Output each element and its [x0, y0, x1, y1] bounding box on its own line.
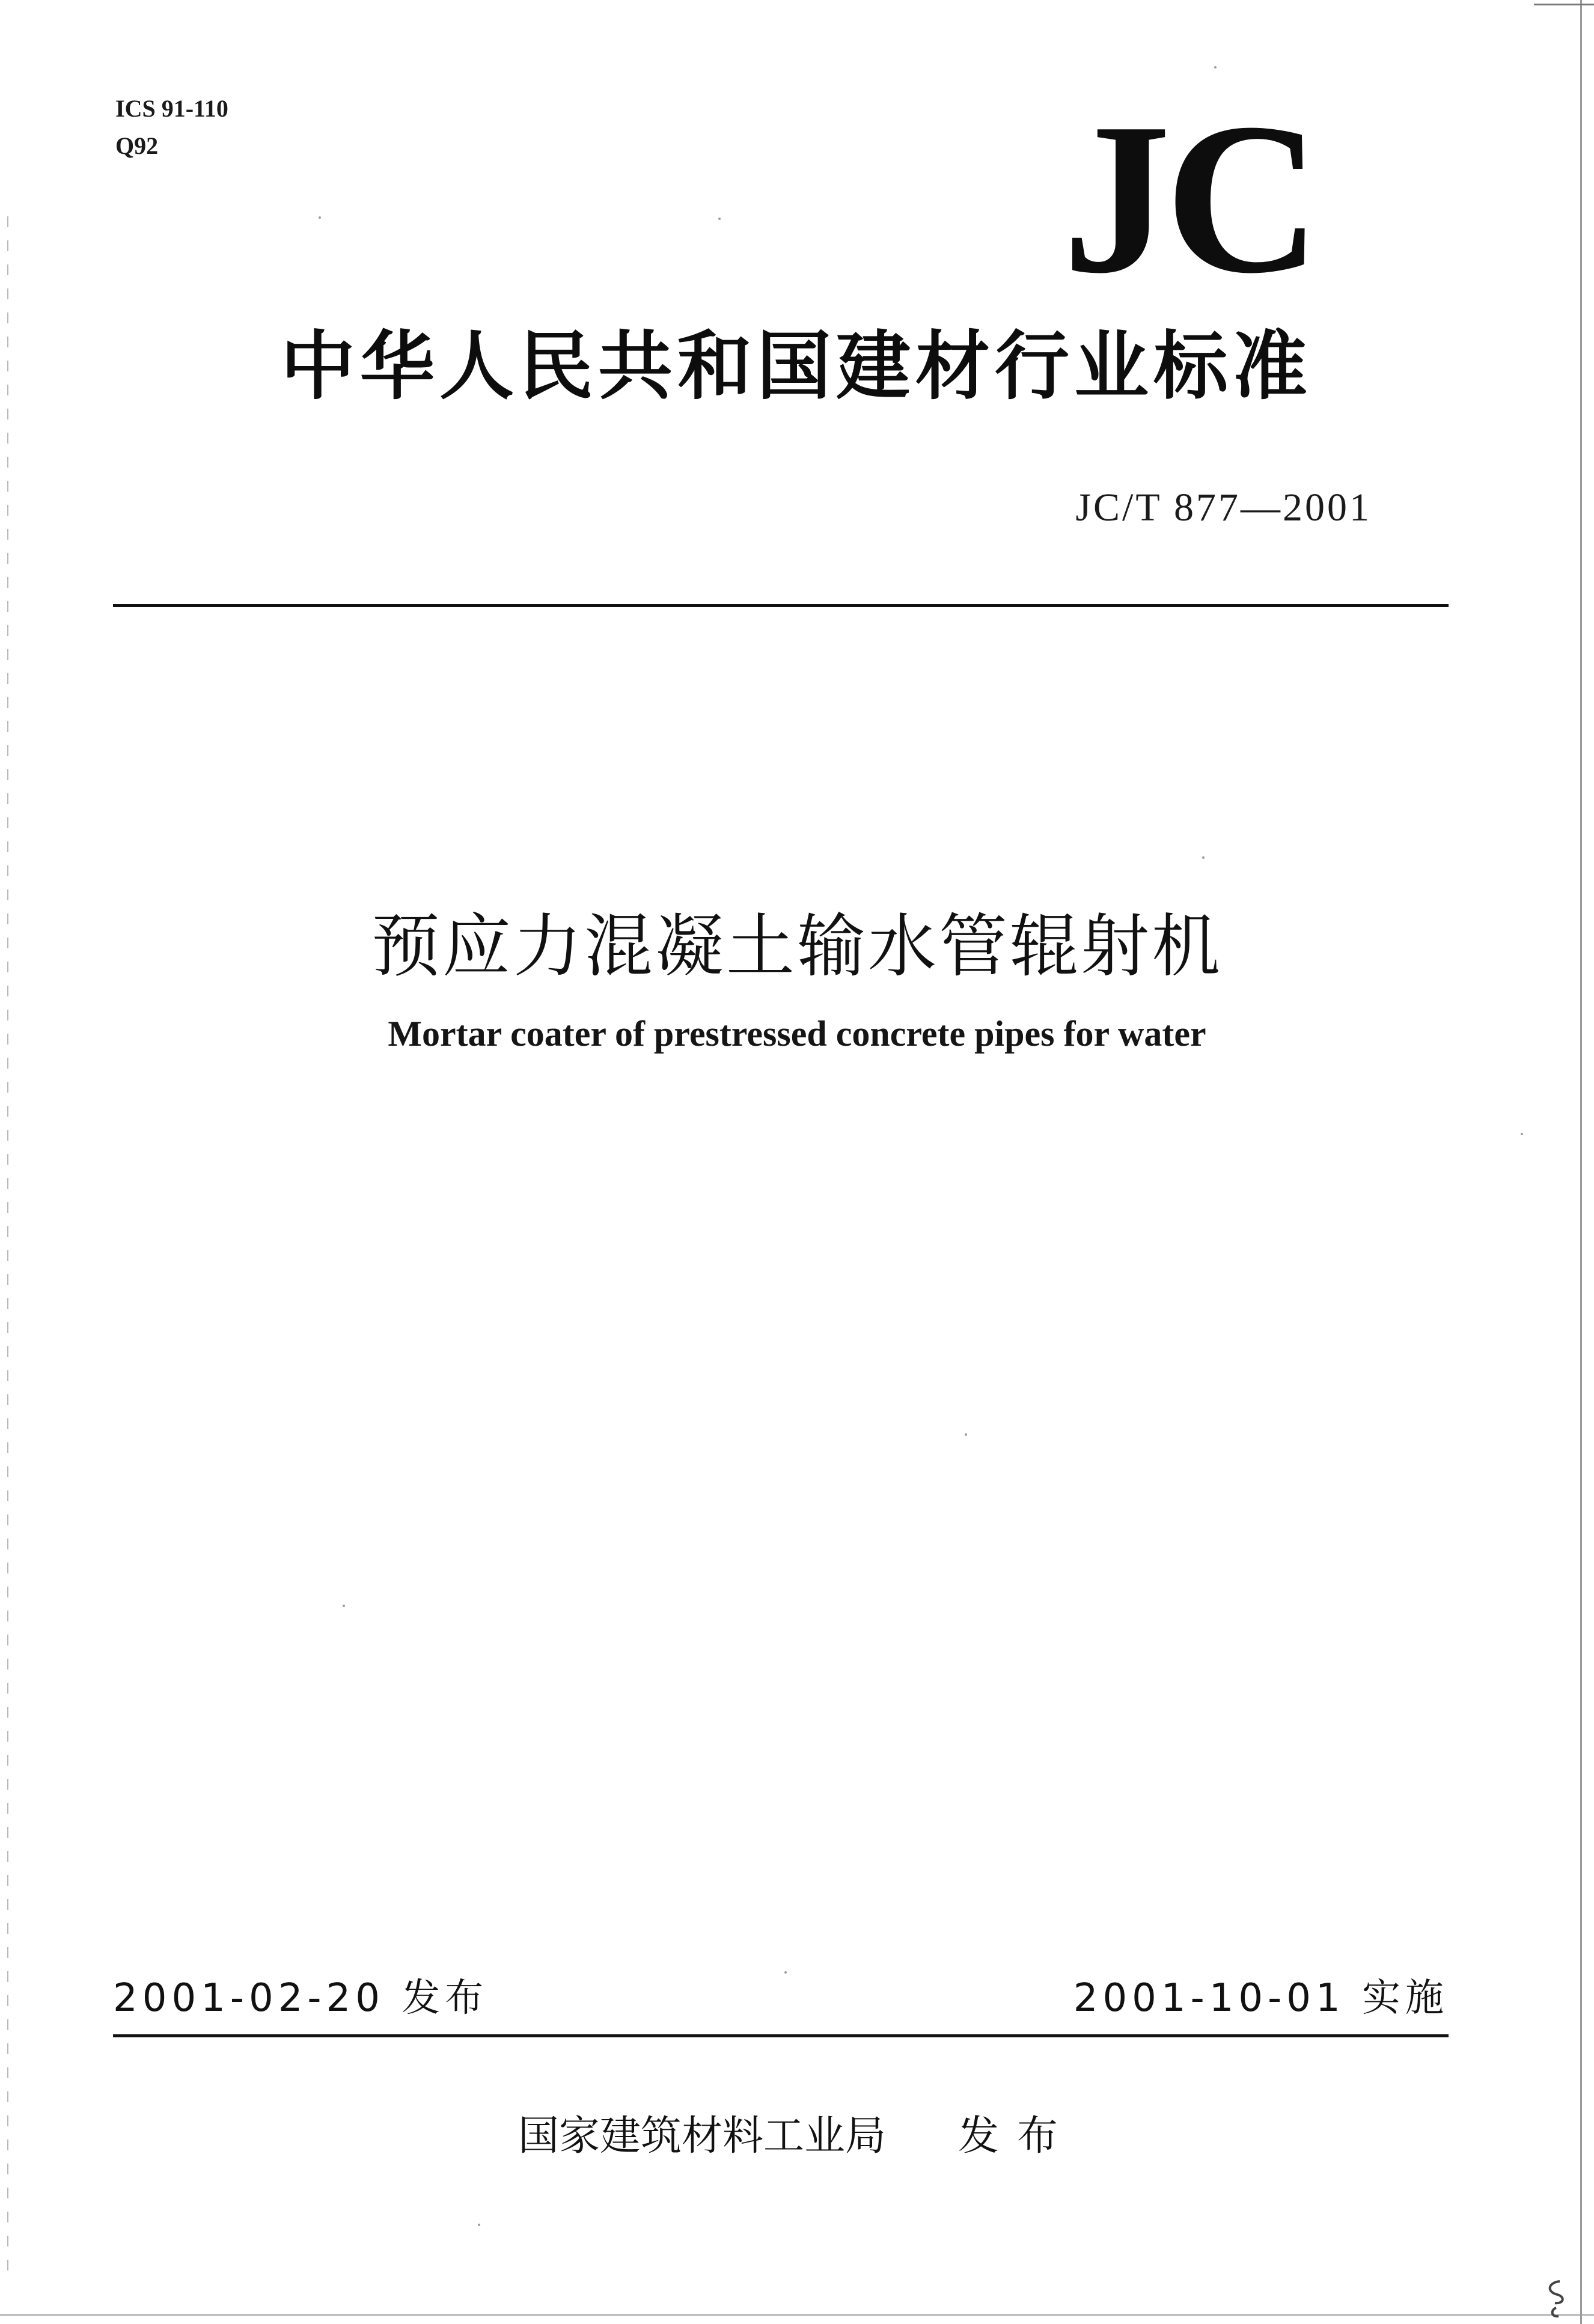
issue-date: 2001-02-20 发布 — [113, 1976, 489, 2021]
scan-speck — [478, 2224, 480, 2226]
header-divider — [113, 604, 1449, 607]
document-title-english: Mortar coater of prestressed concrete pipes for water — [388, 1014, 1206, 1054]
standard-title: 中华人民共和国建材行业标准 — [280, 323, 1312, 410]
jc-logo: JC — [1063, 78, 1315, 318]
ccs-code: Q92 — [115, 132, 159, 159]
publisher-action: 发布 — [958, 2112, 1076, 2160]
scan-speck — [343, 1605, 345, 1607]
scan-speck — [718, 218, 721, 220]
scan-edge-left — [7, 216, 8, 2284]
scan-speck — [1521, 1133, 1523, 1135]
document-title-chinese: 预应力混凝土输水管辊射机 — [371, 906, 1223, 986]
publisher-line — [0, 2106, 1594, 2167]
scan-edge-top — [1534, 4, 1594, 5]
standard-number: JC/T 877—2001 — [1075, 486, 1372, 529]
publisher-name: 国家建筑材料工业局 — [518, 2112, 886, 2160]
scan-speck — [965, 1433, 967, 1436]
scan-edge-right — [1580, 0, 1582, 2324]
scan-edge-bottom — [0, 2314, 1594, 2316]
implement-date: 2001-10-01 实施 — [1073, 1976, 1449, 2021]
scan-speck — [1214, 66, 1217, 69]
classification-codes — [115, 90, 228, 165]
handwritten-mark — [1542, 2278, 1572, 2320]
scan-speck — [319, 216, 321, 219]
date-row — [113, 1971, 1449, 2025]
footer-divider — [113, 2034, 1449, 2037]
scan-speck — [1202, 856, 1205, 859]
ics-code: ICS 91-110 — [115, 95, 228, 122]
